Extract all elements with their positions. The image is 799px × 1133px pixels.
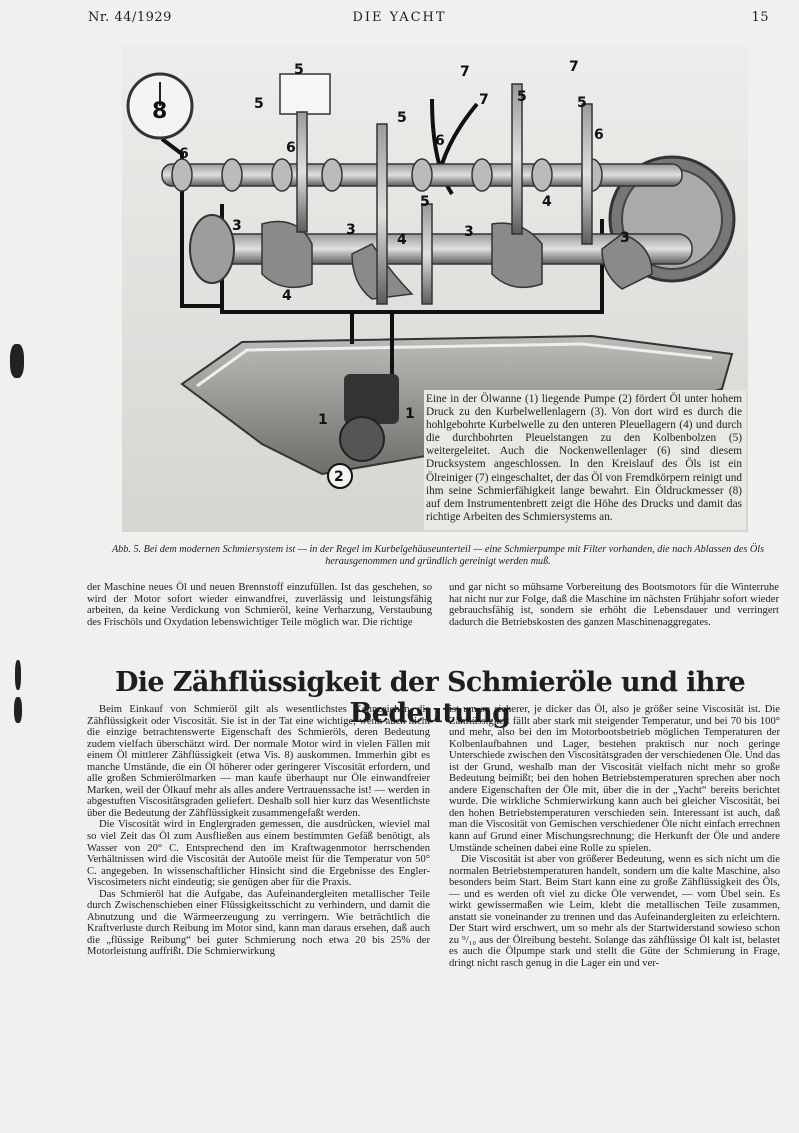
label-5: 5 — [254, 96, 264, 112]
binding-mark — [10, 344, 24, 378]
paragraph: Die Viscosität ist aber von größerer Bedeutung, wenn es sich nicht um die normalen Betriebstemperaturen handelt, sondern um die kalte Maschine, also besonders beim Start. Beim Start kann eine zu große Zähflüssigkeit des Öls, — und es werden oft viel zu dicke Öle verwendet, — vom Übel sein. Es wirkt gewissermaßen wie Leim, klebt die metallischen Teile zusammen, anstatt sie voneinander zu trennen und das Aufeinandergleiten zu erleichtern. Der Start wird erschwert, um so mehr als der Startwiderstand sowieso schon zu ⁹/₁₀ aus der Ölreibung besteht. Solange das zähflüssige Öl kalt ist, belastet es auch die Ölpumpe stark und stellt die Güte der Schmierung in Frage, dringt nicht rasch genug in die Lager ein und ver- — [449, 854, 780, 970]
label-2: 2 — [334, 469, 344, 485]
label-5: 5 — [397, 110, 407, 126]
label-6: 6 — [286, 140, 296, 156]
binding-mark — [15, 660, 21, 690]
article-left-column — [87, 704, 430, 958]
issue-number: Nr. 44/1929 — [88, 10, 172, 25]
label-6: 6 — [594, 127, 604, 143]
paragraph: Beim Einkauf von Schmieröl gilt als wesentlichstes Kennzeichen die Zähflüssigkeit oder Viscosität. Sie ist in der Tat eine wichtige, wenn auch nicht die einzige betrachtenswerte Eigenschaft des Schmieröls, deren Bedeutung zudem vielfach überschätzt wird. Der normale Motor wird in vielen Fällen mit einem Öl mittlerer Zähflüssigkeit (etwa Vis. 8) auskommen. Immerhin gibt es manche Umstände, die ein Öl höherer oder geringerer Viscosität erfordern, und alle großen Schmierölmarken — man kaufe überhaupt nur Öle einwandfreier Marken, weil der Ölkauf mehr als alles andere Vertrauenssache ist! — werden in abgestuften Viscositätsgraden geliefert. Deshalb soll hier kurz das Wesentlichste über die Bedeutung der Zähflüssigkeit zusammengefaßt werden. — [87, 704, 430, 819]
label-3: 3 — [464, 224, 474, 240]
label-3: 3 — [620, 230, 630, 246]
paragraph: ist um so sicherer, je dicker das Öl, also je größer seine Viscosität ist. Die Zähflüssigkeit fällt aber stark mit steigender Temperatur, und bei 70 bis 100° und mehr, also bei den im Motorbootsbetrieb möglichen Temperaturen der Kolbenlaufbahnen und Lager, bestehen praktisch nur noch geringe Unterschiede zwischen den Viscositätsgraden der verschiedenen Öle. Und das ist der Grund, weshalb man der Viscosität vielfach nicht mehr so große Bedeutung beimißt; bei den hohen Betriebstemperaturen sprechen aber noch andere Eigenschaften der Öle mit, über die in der „Yacht“ bereits berichtet wurde. Die wirkliche Schmierwirkung kann auch bei gleicher Viscosität, bei den hohen Betriebstemperaturen verschieden sein. Interessant ist auch, daß man die Viscosität von Gemischen verschiedener Öle nicht einfach errechnen kann auf Grund einer Mischungsrechnung; die Herkunft der Öle und andere Umstände scheinen dabei eine Rolle zu spielen. — [449, 704, 780, 854]
article-title: Die Zähflüssigkeit der Schmieröle und ihre Bedeutung — [114, 667, 746, 729]
label-5: 5 — [420, 194, 430, 210]
intro-right-column — [449, 582, 779, 628]
label-6: 6 — [179, 146, 189, 162]
label-5: 5 — [577, 95, 587, 111]
figure-callout-text: Eine in der Ölwanne (1) liegende Pumpe (2) fördert Öl unter hohem Druck zu den Kurbelwellenlagern (3). Von dort wird es durch die hohlgebohrte Kurbelwelle zu den unteren Pleuellagern (4) und durch die durchbohrten Pleuelstangen zu den Kolbenbolzen (5) weitergeleitet. Auch die Nockenwellenlager (6) sind diesem Drucksystem angeschlossen. In den Kreislauf des Öls ist ein Ölreiniger (7) eingeschaltet, der das Öl von Fremdkörpern reinigt und ihm seine Schmierfähigkeit lange bewahrt. Ein Öldruckmesser (8) auf dem Instrumentenbrett zeigt die Höhe des Drucks und damit das richtige Arbeiten des Schmiersystems an. — [424, 390, 746, 530]
label-5: 5 — [517, 89, 527, 105]
label-4: 4 — [542, 194, 552, 210]
figure-caption: Abb. 5. Bei dem modernen Schmiersystem ist — in der Regel im Kurbelgehäuseunterteil — eine Schmierpumpe mit Filter vorhanden, die nach Ablassen des Öls herausgenommen und gründlich gereinigt werden muß. — [111, 544, 765, 567]
magazine-title: DIE YACHT — [352, 10, 447, 25]
label-7: 7 — [569, 59, 579, 75]
label-6: 6 — [435, 133, 445, 149]
binding-mark — [14, 697, 22, 723]
label-4: 4 — [397, 232, 407, 248]
label-3: 3 — [346, 222, 356, 238]
oil-pump — [344, 374, 399, 424]
label-3: 3 — [232, 218, 242, 234]
paragraph: der Maschine neues Öl und neuen Brennstoff einzufüllen. Ist das geschehen, so wird der Motor sofort wieder einwandfrei, zuverlässig und leistungsfähig arbeiten, da keine Verdickung von Schmieröl, keine Verharzung, Verstaubung des Frischöls und Oxydation lebenswichtiger Teile möglich war. Die richtige — [87, 582, 432, 628]
label-5: 5 — [294, 62, 304, 78]
label-4: 4 — [282, 288, 292, 304]
intro-left-column — [87, 582, 432, 628]
article-right-column — [449, 704, 780, 970]
label-1: 1 — [318, 412, 328, 428]
paragraph: und gar nicht so mühsame Vorbereitung des Bootsmotors für die Winterruhe hat nicht nur zur Folge, daß die Maschine im nächsten Frühjahr sofort wieder gebrauchsfähig ist, sondern sie erhöht die Lebensdauer und verringert dadurch die Betriebskosten des ganzen Maschinenaggregates. — [449, 582, 779, 628]
paragraph: Die Viscosität wird in Englergraden gemessen, die ausdrücken, wieviel mal so viel Zeit das Öl zum Ausfließen aus einem bestimmten Gefäß benötigt, als Wasser von 20° C. Entsprechend den im Kraftwagenmotor herrschenden Verhältnissen wird die Viscosität der Autoöle meist für die Temperatur von 50° C. angegeben. In wissenschaftlicher Hinsicht sind die Ergebnisse des Engler-Viscosimeters nicht eindeutig; sie genügen aber für die Praxis. — [87, 819, 430, 889]
label-8: 8 — [152, 99, 168, 124]
label-7: 7 — [479, 92, 489, 108]
lubrication-system-illustration — [122, 44, 748, 532]
page-number: 15 — [751, 10, 769, 25]
label-1: 1 — [405, 406, 415, 422]
paragraph: Das Schmieröl hat die Aufgabe, das Aufeinandergleiten metallischer Teile durch Zwischenschieben einer Flüssigkeitsschicht zu verhindern, und damit die Abnutzung und die Wärmeerzeugung zu verringern. Wie beträchtlich die Kraftverluste durch Reibung im Motor sind, kann man daraus ersehen, daß auch die „flüssige Reibung“ bei guter Schmierung noch etwa 20 bis 25% der Motorleistung auffrißt. Die Schmierwirkung — [87, 888, 430, 958]
label-7: 7 — [460, 64, 470, 80]
